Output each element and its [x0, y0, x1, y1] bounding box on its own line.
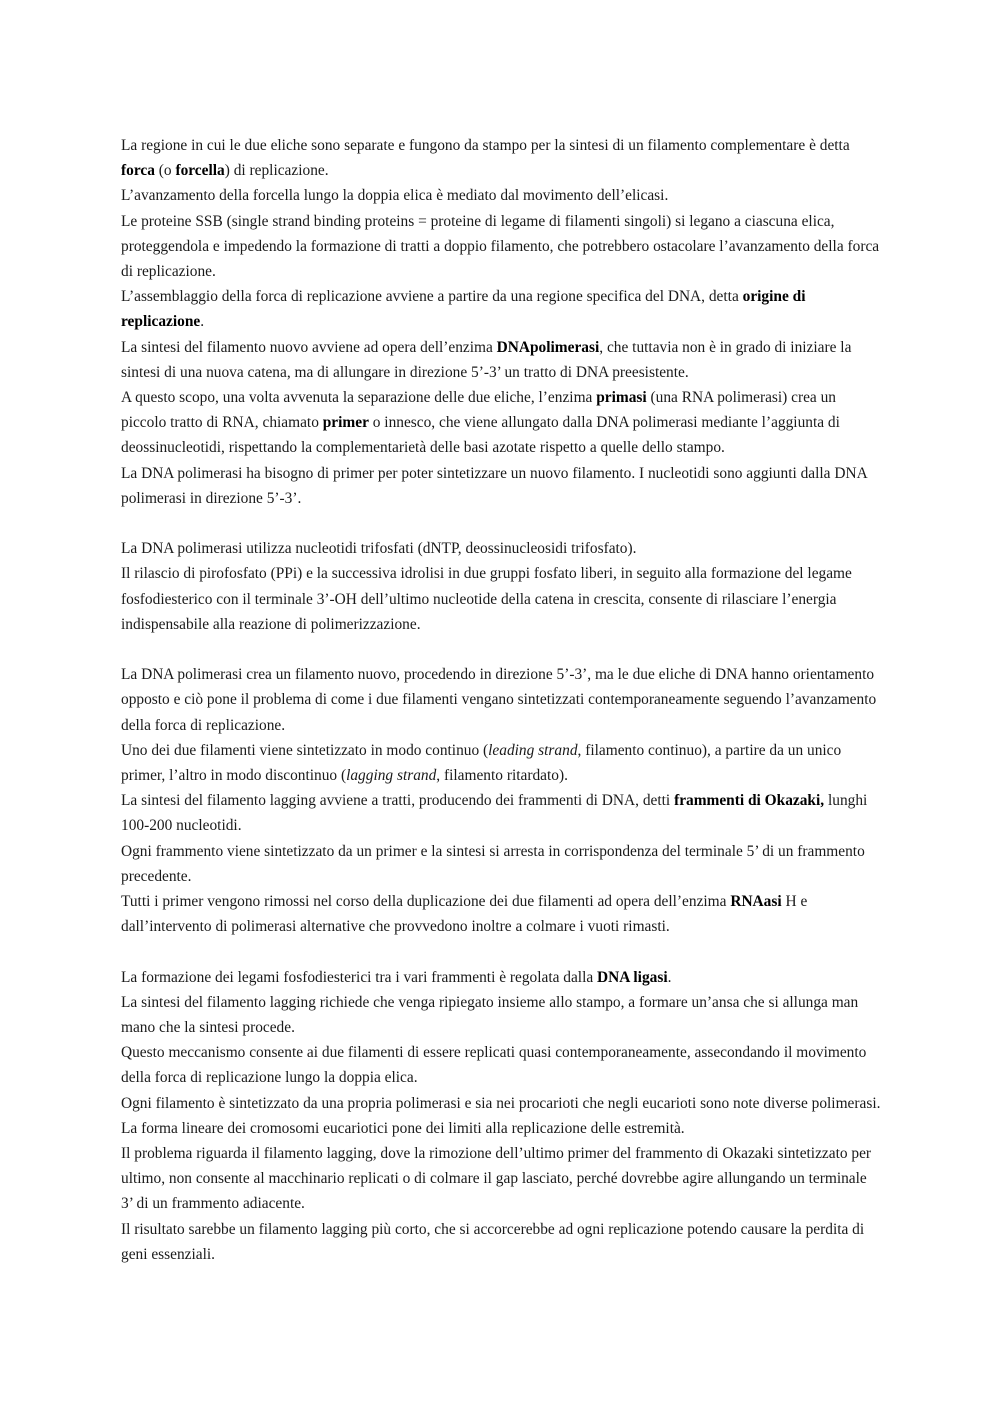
text-run: H e dall’intervento di polimerasi alternative che provvedono inoltre a colmare i vuoti rimasti. [121, 893, 808, 936]
text-run: , filamento ritardato). [436, 767, 568, 785]
paragraph-gap [121, 939, 881, 964]
paragraph [121, 536, 881, 561]
paragraph [121, 1217, 881, 1267]
document-body [121, 133, 881, 1267]
text-run: (una RNA polimerasi) crea un piccolo tratto di RNA, chiamato [121, 389, 837, 432]
paragraph [121, 990, 881, 1040]
text-run: Ogni frammento viene sintetizzato da un primer e la sintesi si arresta in corrispondenza del terminale 5’ di un frammento precedente. [121, 842, 865, 885]
text-run: Le proteine SSB (single strand binding proteins = proteine di legame di filamenti singoli) si legano a ciascuna elica, proteggendola e impedendo la formazione di tratti a doppio filamento, che potrebbero ostacolare l’avanzamento della forca di replicazione. [121, 212, 880, 281]
text-run: La sintesi del filamento nuovo avviene ad opera dell’enzima [121, 338, 497, 356]
text-run: , che tuttavia non è in grado di iniziare la sintesi di una nuova catena, ma di allungare in direzione 5’-3’ un tratto di DNA preesistente. [121, 338, 852, 381]
paragraph-gap [121, 511, 881, 536]
bold-term: origine di replicazione [121, 288, 806, 331]
text-run: o innesco, che viene allungato dalla DNA polimerasi mediante l’aggiunta di deossinucleotidi, rispettando la complementarietà delle basi azotate rispetto a quelle dello stampo. [121, 414, 840, 457]
text-run: La regione in cui le due eliche sono separate e fungono da stampo per la sintesi di un filamento complementare è detta [121, 137, 850, 154]
text-run: Il problema riguarda il filamento lagging, dove la rimozione dell’ultimo primer del frammento di Okazaki sintetizzato per ultimo, non consente al macchinario replicati o di colmare il gap lasciato, perché dovrebbe agire allungando un terminale 3’ di un frammento adiacente. [121, 1145, 872, 1213]
paragraph [121, 335, 881, 385]
bold-term: RNAasi [730, 893, 782, 911]
bold-term: primer [322, 414, 369, 432]
text-run: lunghi 100-200 nucleotidi. [121, 792, 868, 835]
italic-term: lagging strand [346, 767, 437, 785]
text-run: Questo meccanismo consente ai due filamenti di essere replicati quasi contemporaneamente, assecondando il movimento della forca di replicazione lungo la doppia elica. [121, 1044, 867, 1087]
text-run: La formazione dei legami fosfodiesterici tra i vari frammenti è regolata dalla [121, 968, 598, 986]
bold-term: forcella [175, 162, 225, 180]
text-run: A questo scopo, una volta avvenuta la separazione delle due eliche, l’enzima [121, 389, 597, 407]
text-run: . [667, 968, 672, 986]
paragraph [121, 889, 881, 939]
text-run: La sintesi del filamento lagging richiede che venga ripiegato insieme allo stampo, a formare un’ansa che si allunga man mano che la sintesi procede. [121, 993, 859, 1037]
paragraph-gap [121, 637, 881, 662]
paragraph [121, 662, 881, 738]
bold-term: primasi [596, 389, 647, 407]
paragraph [121, 1141, 881, 1217]
text-run: Uno dei due filamenti viene sintetizzato in modo continuo ( [121, 741, 489, 759]
italic-term: leading strand [488, 741, 578, 759]
text-run: , filamento continuo), a partire da un unico primer, l’altro in modo discontinuo ( [121, 741, 842, 785]
bold-term: forca [121, 162, 155, 180]
paragraph [121, 1091, 881, 1141]
bold-term: DNApolimerasi [496, 338, 600, 356]
text-run: Ogni filamento è sintetizzato da una propria polimerasi e sia nei procarioti che negli eucarioti sono note diverse polimerasi. La forma lineare dei cromosomi eucariotici pone dei limiti alla replicazione delle estremità. [121, 1094, 881, 1137]
paragraph [121, 133, 881, 183]
text-run: (o [154, 162, 176, 180]
paragraph [121, 183, 881, 208]
paragraph [121, 839, 881, 889]
text-run: La DNA polimerasi crea un filamento nuovo, procedendo in direzione 5’-3’, ma le due eliche di DNA hanno orientamento opposto e ciò pone il problema di come i due filamenti vengano sintetizzati contemporaneamente seguendo l’avanzamento della forca di replicazione. [121, 666, 877, 734]
paragraph [121, 965, 881, 990]
paragraph [121, 385, 881, 461]
paragraph [121, 1040, 881, 1090]
text-run: La DNA polimerasi ha bisogno di primer per poter sintetizzare un nuovo filamento. I nucleotidi sono aggiunti dalla DNA polimerasi in direzione 5’-3’. [121, 464, 867, 507]
paragraph [121, 284, 881, 334]
text-run: Il risultato sarebbe un filamento lagging più corto, che si accorcerebbe ad ogni replicazione potendo causare la perdita di geni essenziali. [121, 1220, 865, 1263]
text-run: La DNA polimerasi utilizza nucleotidi trifosfati (dNTP, deossinucleosidi trifosfato). [121, 540, 637, 558]
text-run: L’avanzamento della forcella lungo la doppia elica è mediato dal movimento dell’elicasi. [121, 187, 669, 205]
paragraph [121, 738, 881, 788]
text-run: Il rilascio di pirofosfato (PPi) e la successiva idrolisi in due gruppi fosfato liberi, in seguito alla formazione del legame fosfodiesterico con il terminale 3’-OH dell’ultimo nucleotide della catena in crescita, consente di rilasciare l’energia indispensabile alla reazione di polimerizzazione. [121, 565, 852, 633]
bold-term: DNA ligasi [597, 968, 668, 986]
paragraph [121, 461, 881, 511]
text-run: . [200, 313, 205, 331]
paragraph [121, 209, 881, 285]
paragraph [121, 788, 881, 838]
paragraph [121, 561, 881, 637]
text-run: ) di replicazione. [224, 162, 329, 180]
text-run: Tutti i primer vengono rimossi nel corso della duplicazione dei due filamenti ad opera dell’enzima [121, 893, 731, 911]
text-run: La sintesi del filamento lagging avviene a tratti, producendo dei frammenti di DNA, detti [121, 792, 675, 810]
bold-term: frammenti di Okazaki, [674, 792, 825, 810]
text-run: L’assemblaggio della forca di replicazione avviene a partire da una regione specifica del DNA, detta [121, 288, 743, 306]
